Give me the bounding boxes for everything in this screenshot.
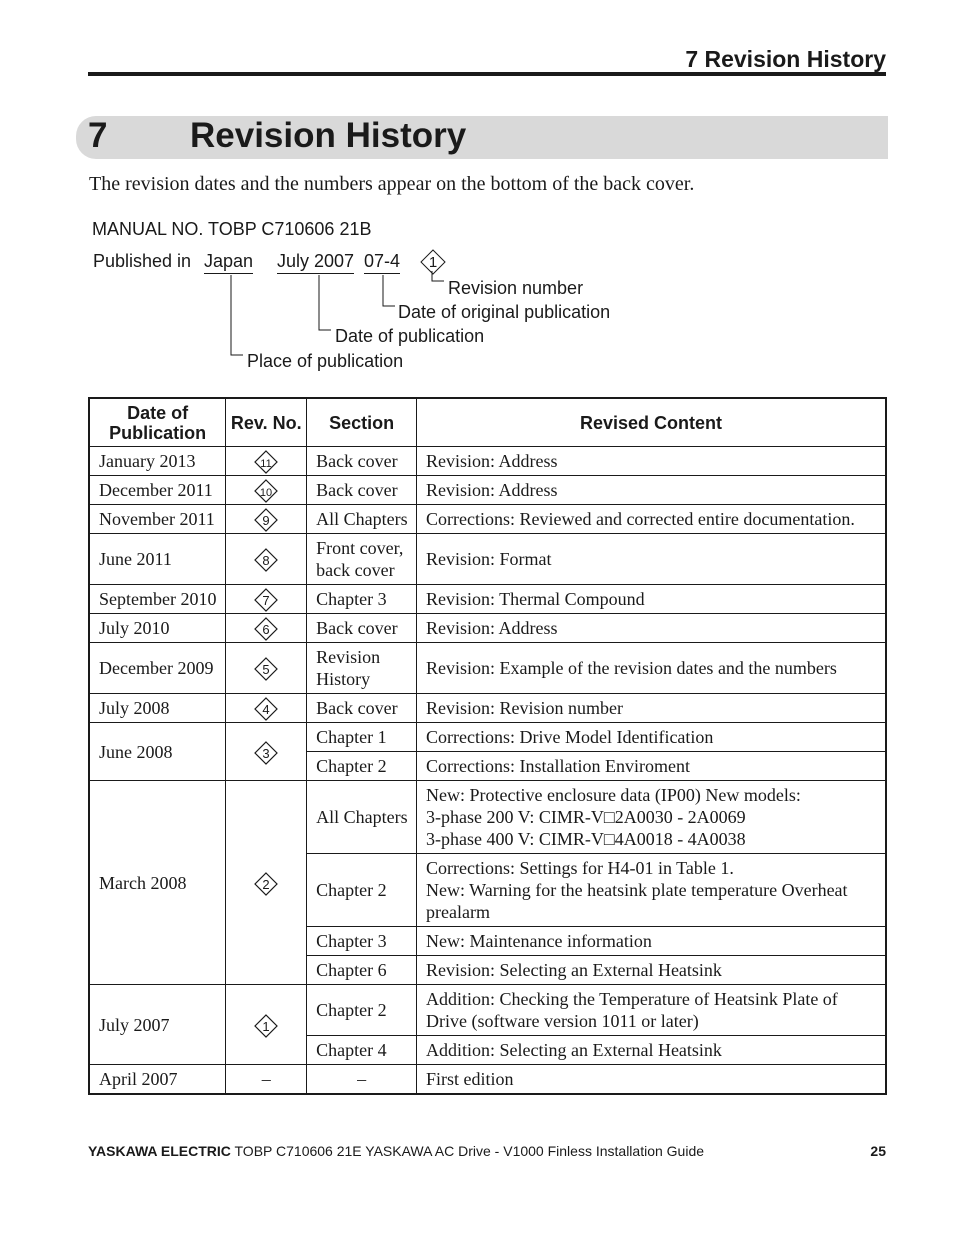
cell-date: December 2009 [89, 643, 226, 694]
callout-original-publication: Date of original publication [398, 302, 611, 322]
cell-section: Chapter 4 [307, 1036, 417, 1065]
cell-date: June 2011 [89, 534, 226, 585]
cell-section: Chapter 1 [307, 723, 417, 752]
revision-diamond-icon [253, 507, 279, 533]
revision-table [88, 397, 887, 1095]
cell-section: Chapter 6 [307, 956, 417, 985]
section-title: Revision History [190, 116, 467, 155]
cell-section: Chapter 2 [307, 752, 417, 781]
table-row [89, 505, 886, 534]
revision-number: 6 [262, 622, 270, 637]
table-row [89, 534, 886, 585]
cell-rev [226, 643, 307, 694]
table-row [89, 476, 886, 505]
table-row [89, 985, 886, 1036]
revision-number: 10 [260, 487, 273, 499]
callout-place: Place of publication [247, 351, 404, 371]
cell-content: Revision: Address [417, 476, 887, 505]
cell-date: April 2007 [89, 1065, 226, 1095]
intro-paragraph: The revision dates and the numbers appear on the bottom of the back cover. [89, 173, 695, 195]
footer-brand: YASKAWA ELECTRIC [88, 1143, 231, 1159]
revision-number: 3 [262, 745, 270, 761]
cell-content: Revision: Revision number [417, 694, 887, 723]
cell-content: Addition: Checking the Temperature of Heatsink Plate of Drive (software version 1011 or later) [417, 985, 887, 1036]
cell-content: Revision: Address [417, 614, 887, 643]
cell-section: All Chapters [307, 505, 417, 534]
legend-revision-number: 1 [428, 254, 438, 271]
cell-rev [226, 781, 307, 985]
cell-content: First edition [417, 1065, 887, 1095]
cell-content: Corrections: Reviewed and corrected entire documentation. [417, 505, 887, 534]
header-section: Section [307, 398, 417, 447]
cell-rev [226, 505, 307, 534]
cell-rev [226, 585, 307, 614]
table-row [89, 585, 886, 614]
legend-original-value: 07-4 [364, 251, 400, 274]
legend-place-value: Japan [204, 251, 253, 274]
cell-section: – [307, 1065, 417, 1095]
header-rev: Rev. No. [226, 398, 307, 447]
section-number: 7 [88, 116, 108, 155]
cell-content: Addition: Selecting an External Heatsink [417, 1036, 887, 1065]
cell-content: Revision: Address [417, 447, 887, 476]
cell-content: Revision: Thermal Compound [417, 585, 887, 614]
cell-content: Corrections: Settings for H4-01 in Table 1. New: Warning for the heatsink plate temperature Overheat prealarm [417, 854, 887, 927]
table-row [89, 723, 886, 752]
revision-number: 11 [260, 458, 272, 470]
revision-diamond-icon [253, 740, 279, 766]
cell-content: Corrections: Drive Model Identification [417, 723, 887, 752]
cell-date: July 2010 [89, 614, 226, 643]
revision-diamond-icon [253, 616, 279, 642]
cell-rev [226, 614, 307, 643]
revision-diamond-icon [253, 696, 279, 722]
callout-publication: Date of publication [335, 326, 485, 346]
cell-section: Chapter 2 [307, 985, 417, 1036]
legend-published-in: Published in [93, 251, 192, 271]
legend-manual-no: MANUAL NO. TOBP C710606 21B [92, 219, 372, 239]
cell-rev [226, 476, 307, 505]
revision-table-body [89, 447, 886, 1095]
cell-section: Chapter 2 [307, 854, 417, 927]
revision-diamond-icon [253, 871, 279, 897]
legend-date-value: July 2007 [277, 251, 354, 274]
cell-rev [226, 534, 307, 585]
revision-number: 2 [262, 876, 270, 892]
revision-diamond-icon [253, 449, 279, 475]
cell-section: Back cover [307, 694, 417, 723]
cell-date: January 2013 [89, 447, 226, 476]
cell-section: Back cover [307, 614, 417, 643]
cell-section: Back cover [307, 447, 417, 476]
header-date: Date of Publication [89, 398, 226, 447]
revision-number: 1 [262, 1018, 270, 1034]
cell-content: Corrections: Installation Enviroment [417, 752, 887, 781]
cell-rev [226, 723, 307, 781]
cell-content: New: Maintenance information [417, 927, 887, 956]
footer-document-title: TOBP C710606 21E YASKAWA AC Drive - V1000 Finless Installation Guide [230, 1143, 705, 1159]
revision-number: 7 [262, 593, 270, 608]
revision-diamond-icon [253, 478, 279, 504]
cell-content: New: Protective enclosure data (IP00) New models: 3-phase 200 V: CIMR-V□2A0030 - 2A0069 3-phase 400 V: CIMR-V□4A0018 - 4A0038 [417, 781, 887, 854]
revision-number: 8 [262, 553, 270, 568]
cell-rev [226, 447, 307, 476]
table-row [89, 643, 886, 694]
table-row [89, 614, 886, 643]
callout-revision-number: Revision number [448, 278, 584, 298]
cell-date: November 2011 [89, 505, 226, 534]
table-row [89, 694, 886, 723]
cell-section: Front cover, back cover [307, 534, 417, 585]
cell-rev [226, 694, 307, 723]
cell-section: Chapter 3 [307, 927, 417, 956]
cell-content: Revision: Example of the revision dates and the numbers [417, 643, 887, 694]
cell-rev [226, 985, 307, 1065]
table-row [89, 1065, 886, 1095]
revision-diamond-icon [253, 656, 279, 682]
revision-number: 4 [262, 702, 270, 717]
running-header-title: 7 Revision History [685, 46, 886, 72]
cell-content: Revision: Format [417, 534, 887, 585]
cell-date: September 2010 [89, 585, 226, 614]
revision-diamond-icon [253, 547, 279, 573]
cell-section: Chapter 3 [307, 585, 417, 614]
revision-number: 5 [262, 662, 270, 677]
revision-number: 9 [262, 513, 270, 528]
cell-date: June 2008 [89, 723, 226, 781]
cell-section: Revision History [307, 643, 417, 694]
cell-date: July 2007 [89, 985, 226, 1065]
revision-legend-diagram [0, 0, 954, 390]
cell-content: Revision: Selecting an External Heatsink [417, 956, 887, 985]
cell-date: July 2008 [89, 694, 226, 723]
table-row [89, 447, 886, 476]
table-header-row [89, 398, 886, 447]
cell-date: December 2011 [89, 476, 226, 505]
cell-section: All Chapters [307, 781, 417, 854]
cell-section: Back cover [307, 476, 417, 505]
cell-rev: – [226, 1065, 307, 1095]
page-number: 25 [870, 1143, 886, 1159]
revision-diamond-icon [253, 1013, 279, 1039]
cell-date: March 2008 [89, 781, 226, 985]
table-row [89, 781, 886, 854]
header-content: Revised Content [417, 398, 887, 447]
revision-diamond-icon [253, 587, 279, 613]
